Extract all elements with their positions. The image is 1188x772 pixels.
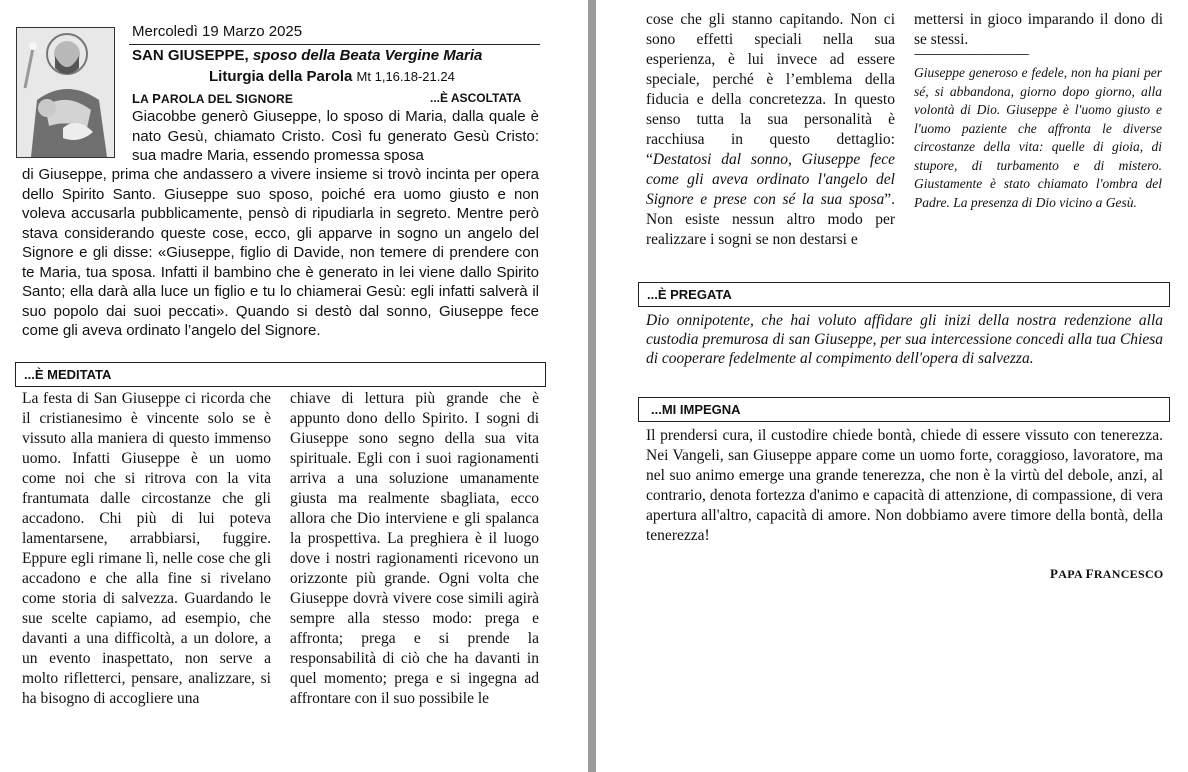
gospel-text-part2: di Giuseppe, prima che andassero a vivere insieme si trovò incinta per opera dello Spirito Santo. Giuseppe suo sposo, poiché era uomo giusto e non voleva accusarla pubblicamente, pensò di ripudiarla in segreto. Mentre però stava considerando queste cose, ecco, gli apparve in sogno un angelo del Signore e gli disse: «Giuseppe, figlio di Davide, non temere di prendere con te Maria, tua sposa. Infatti il bambino che è generato in lei viene dallo Spirito Santo; ella darà alla luce un figlio e tu lo chiamerai Gesù: egli infatti salverà il suo popolo dai suoi peccati». Quando si destò dal sonno, Giuseppe fece come gli aveva ordinato l’angelo del Signore. — [22, 166, 539, 339]
meditation-quote: Giuseppe generoso e fedele, non ha piani per sé, si abbandona, giorno dopo giorno, alla volontà di Dio. Giuseppe è l'uomo giusto e l'uomo paziente che affronta le diverse circostanze della vita: quelle di gioia, di stupore, di turbamento e di mistero. Giustamente è stato chiamato l'ombra del Padre. La presenza di Dio vicino a Gesù. — [914, 65, 1162, 210]
liturgy-reference: Mt 1,16.18-21.24 — [356, 69, 455, 84]
liturgy-label: Liturgia della Parola — [209, 68, 353, 85]
meditation-col3-quote: Destatosi dal sonno, Giuseppe fece come gli aveva ordinato l'angelo del Signore e prese con sé la sua sposa — [646, 151, 895, 208]
prayer-text: Dio onnipotente, che hai voluto affidare gli inizi della nostra redenzione alla custodia premurosa di san Giuseppe, per sua intercessione concedi alla tua Chiesa di cooperare fedelmente al compimento dell'opera di salvezza. — [646, 312, 1163, 367]
meditation-col3-before: cose che gli stanno capitando. Non ci sono effetti speciali nella sua esperienza, è lui invece ad essere speciale, perché è l’emblema della fiducia e della concretezza. In questo senso tutta la sua personalità è racchiusa in questo dettaglio: “ — [646, 11, 895, 168]
section-pregata-heading: ...È PREGATA — [638, 282, 1170, 307]
feast-saint-name: SAN GIUSEPPE, — [132, 47, 249, 64]
section-impegna-heading: ...MI IMPEGNA — [638, 397, 1170, 422]
parola-label: LA PAROLA DEL SIGNORE — [132, 91, 294, 106]
signature: PAPA FRANCESCO — [1050, 566, 1164, 581]
saint-joseph-image — [16, 27, 115, 158]
header-date: Mercoledì 19 Marzo 2025 — [132, 23, 303, 40]
header-divider — [129, 44, 540, 45]
meditation-column-4: mettersi in gioco imparando il dono di se stessi. — [914, 11, 1163, 48]
commitment-text: Il prendersi cura, il custodire chiede bontà, chiede di essere vissuto con tenerezza. Nei Vangeli, san Giuseppe appare come un uomo forte, coraggioso, lavoratore, ma nel suo animo emerge una grande tenerezza, che non è la virtù del debole, anzi, al contrario, denota fortezza d'animo e capacità di attenzione, di compassione, di vera apertura all'altro, capacità di amore. Non dobbiamo avere timore della bontà, della tenerezza! — [646, 427, 1163, 544]
saint-joseph-with-child-icon — [17, 28, 114, 157]
meditation-col3-after: ”. Non esiste nessun altro modo per realizzare i sogni se non destarsi e — [646, 191, 895, 248]
meditation-column-1: La festa di San Giuseppe ci ricorda che il cristianesimo è vincente solo se è vissuto alla maniera di questo immenso uomo. Infatti Giuseppe è un uomo come noi che si ritrova con la vita frantumata dalle circostanze che gli accadono. Chi più di lui poteva lamentarsene, arrabbiarsi, fuggire. Eppure egli rimane lì, nelle cose che gli accadono e che alla fine si rivelano come storia di salvezza. Guardando le sue scelte capiamo, ad esempio, che davanti a una difficoltà, a un dolore, a un evento inaspettato, non serve a molto rifletterci, pensare, analizzare, si ha bisogno di accogliere una — [22, 390, 271, 707]
ascoltata-label: ...È ASCOLTATA — [430, 91, 522, 105]
feast-title-rest: sposo della Beata Vergine Maria — [252, 47, 483, 64]
page-divider — [588, 0, 596, 772]
section-meditata-heading: ...È MEDITATA — [15, 362, 546, 387]
meditation-column-3 — [646, 10, 895, 250]
gospel-text-part1: Giacobbe generò Giuseppe, lo sposo di Maria, dalla quale è nato Gesù, chiamato Cristo. Così fu generato Gesù Cristo: sua madre Maria, essendo promessa sposa — [132, 108, 539, 164]
meditation-column-2: chiave di lettura più grande che è appunto dono dello Spirito. I sogni di Giuseppe sono segno della sua vita spirituale. Egli con i suoi ragionamenti arriva a una soluzione umanamente giusta ma realmente sbagliata, ecco allora che Dio interviene e gli spalanca la prospettiva. La preghiera è il luogo dove i nostri ragionamenti ricevono un orizzonte più grande. Ogni volta che Giuseppe dovrà vivere cose simili agirà sempre alla stesso modo: prega e affronta; prega e si prende la responsabilità di ciò che ha davanti in quel momento; prega e si ingegna ad affrontare con il suo possibile le — [290, 390, 539, 707]
feast-title — [132, 47, 482, 64]
quote-separator: ------------------------------------------------- — [914, 49, 1029, 60]
liturgy-heading — [209, 68, 455, 85]
